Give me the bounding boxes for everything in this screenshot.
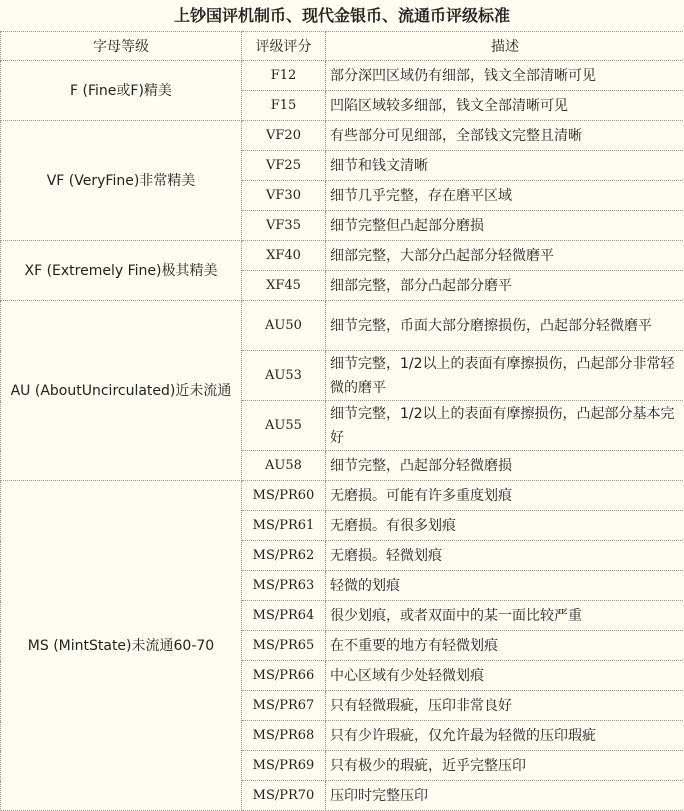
- score-cell: VF35: [242, 211, 326, 241]
- desc-cell: 压印时完整压印: [326, 781, 684, 811]
- score-cell: VF30: [242, 181, 326, 211]
- desc-cell: 只有极少的瑕疵，近乎完整压印: [326, 751, 684, 781]
- score-cell: MS/PR66: [242, 661, 326, 691]
- desc-cell: 细部完整，部分凸起部分磨平: [326, 271, 684, 301]
- header-desc: 描述: [326, 32, 684, 61]
- desc-cell: 细节完整，币面大部分磨擦损伤，凸起部分轻微磨平: [326, 301, 684, 351]
- score-cell: AU58: [242, 451, 326, 481]
- desc-cell: 凹陷区域较多细部，钱文全部清晰可见: [326, 91, 684, 121]
- score-cell: MS/PR63: [242, 571, 326, 601]
- desc-cell: 无磨损。可能有许多重度划痕: [326, 481, 684, 511]
- desc-cell: 在不重要的地方有轻微划痕: [326, 631, 684, 661]
- desc-cell: 只有轻微瑕疵，压印非常良好: [326, 691, 684, 721]
- desc-cell: 无磨损。轻微划痕: [326, 541, 684, 571]
- table-row: [1, 301, 684, 351]
- desc-cell: 只有少许瑕疵，仅允许最为轻微的压印瑕疵: [326, 721, 684, 751]
- score-cell: XF40: [242, 241, 326, 271]
- score-cell: MS/PR65: [242, 631, 326, 661]
- score-cell: XF45: [242, 271, 326, 301]
- table-title: 上钞国评机制币、现代金银币、流通币评级标准: [0, 0, 684, 31]
- desc-cell: 无磨损。有很多划痕: [326, 511, 684, 541]
- score-cell: MS/PR69: [242, 751, 326, 781]
- score-cell: MS/PR60: [242, 481, 326, 511]
- grade-cell: F (Fine或F)精美: [1, 61, 242, 121]
- table-row: [1, 241, 684, 271]
- desc-cell: 细节完整，1/2以上的表面有摩擦损伤，凸起部分基本完好: [326, 401, 684, 451]
- score-cell: VF20: [242, 121, 326, 151]
- score-cell: AU55: [242, 401, 326, 451]
- score-cell: VF25: [242, 151, 326, 181]
- grade-cell: MS (MintState)未流通60-70: [1, 481, 242, 811]
- score-cell: MS/PR62: [242, 541, 326, 571]
- desc-cell: 细节完整但凸起部分磨损: [326, 211, 684, 241]
- header-grade: 字母等级: [1, 32, 242, 61]
- score-cell: MS/PR64: [242, 601, 326, 631]
- score-cell: AU50: [242, 301, 326, 351]
- score-cell: F15: [242, 91, 326, 121]
- table-row: [1, 481, 684, 511]
- desc-cell: 很少划痕，或者双面中的某一面比较严重: [326, 601, 684, 631]
- score-cell: AU53: [242, 351, 326, 401]
- score-cell: F12: [242, 61, 326, 91]
- grade-cell: VF (VeryFine)非常精美: [1, 121, 242, 241]
- desc-cell: 细节完整，凸起部分轻微磨损: [326, 451, 684, 481]
- table-row: [1, 61, 684, 91]
- score-cell: MS/PR68: [242, 721, 326, 751]
- desc-cell: 细部完整，大部分凸起部分轻微磨平: [326, 241, 684, 271]
- table-row: [1, 121, 684, 151]
- desc-cell: 轻微的划痕: [326, 571, 684, 601]
- desc-cell: 细节完整，1/2以上的表面有摩擦损伤，凸起部分非常轻微的磨平: [326, 351, 684, 401]
- desc-cell: 细节几乎完整，存在磨平区域: [326, 181, 684, 211]
- desc-cell: 中心区域有少处轻微划痕: [326, 661, 684, 691]
- score-cell: MS/PR70: [242, 781, 326, 811]
- desc-cell: 细节和钱文清晰: [326, 151, 684, 181]
- grade-cell: AU (AboutUncirculated)近未流通: [1, 301, 242, 481]
- grading-table: [0, 31, 684, 811]
- score-cell: MS/PR61: [242, 511, 326, 541]
- score-cell: MS/PR67: [242, 691, 326, 721]
- header-score: 评级评分: [242, 32, 326, 61]
- desc-cell: 部分深凹区域仍有细部，钱文全部清晰可见: [326, 61, 684, 91]
- desc-cell: 有些部分可见细部，全部钱文完整且清晰: [326, 121, 684, 151]
- grade-cell: XF (Extremely Fine)极其精美: [1, 241, 242, 301]
